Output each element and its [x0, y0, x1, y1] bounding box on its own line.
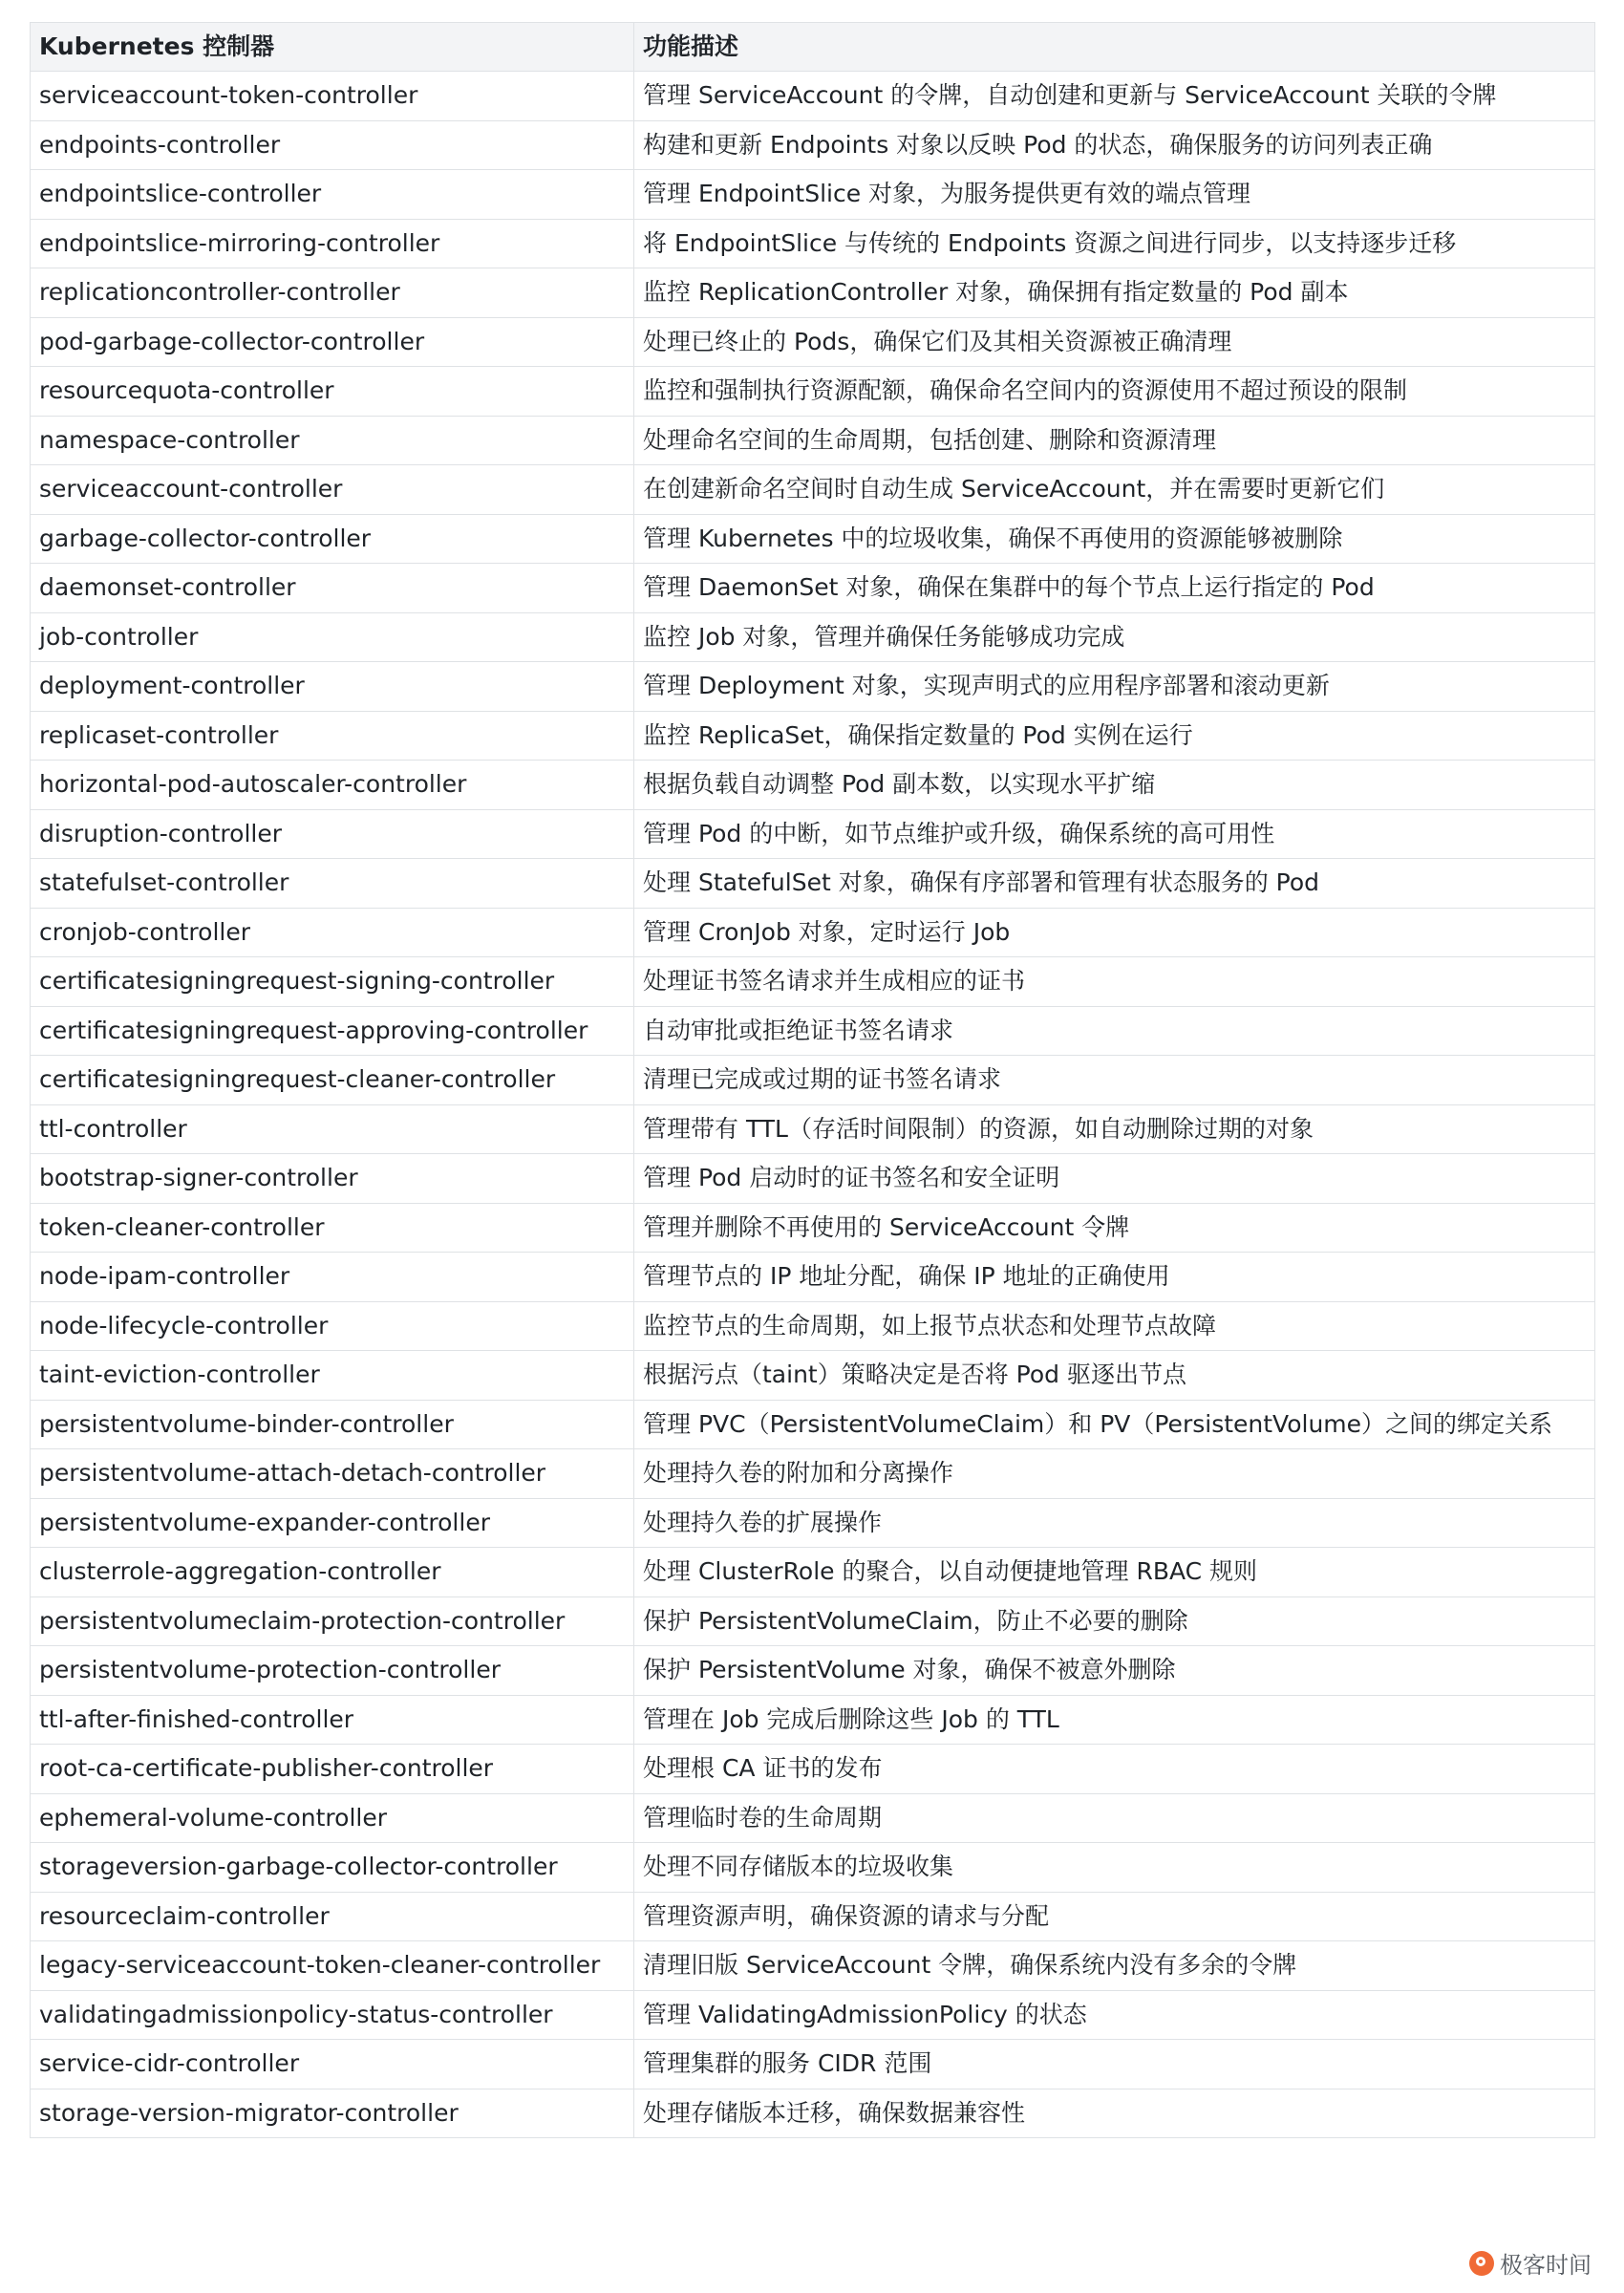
controller-name-cell: pod-garbage-collector-controller [31, 317, 634, 367]
controller-name-cell: node-lifecycle-controller [31, 1301, 634, 1351]
controller-name-cell: clusterrole-aggregation-controller [31, 1548, 634, 1597]
controller-name-cell: serviceaccount-controller [31, 465, 634, 515]
description-cell: 清理已完成或过期的证书签名请求 [634, 1056, 1595, 1105]
description-cell: 管理 Deployment 对象，实现声明式的应用程序部署和滚动更新 [634, 662, 1595, 712]
description-cell: 监控和强制执行资源配额，确保命名空间内的资源使用不超过预设的限制 [634, 367, 1595, 417]
table-row [31, 1695, 1595, 1745]
table-row [31, 1301, 1595, 1351]
description-cell: 管理 Pod 启动时的证书签名和安全证明 [634, 1154, 1595, 1204]
table-row [31, 1498, 1595, 1548]
table-row [31, 1843, 1595, 1893]
table-row [31, 2089, 1595, 2138]
table-row [31, 809, 1595, 859]
controller-name-cell: bootstrap-signer-controller [31, 1154, 634, 1204]
description-cell: 管理 DaemonSet 对象，确保在集群中的每个节点上运行指定的 Pod [634, 564, 1595, 613]
table-row [31, 465, 1595, 515]
controller-name-cell: replicaset-controller [31, 711, 634, 761]
description-cell: 处理 ClusterRole 的聚合，以自动便捷地管理 RBAC 规则 [634, 1548, 1595, 1597]
table-body [31, 72, 1595, 2138]
table-row [31, 219, 1595, 268]
table-row [31, 1400, 1595, 1449]
controller-name-cell: taint-eviction-controller [31, 1351, 634, 1401]
table-header-row [31, 23, 1595, 72]
controller-name-cell: node-ipam-controller [31, 1253, 634, 1302]
description-cell: 管理 PVC（PersistentVolumeClaim）和 PV（PersistentVolume）之间的绑定关系 [634, 1400, 1595, 1449]
controller-name-cell: validatingadmissionpolicy-status-controller [31, 1990, 634, 2040]
controllers-table-container [30, 22, 1594, 2138]
table-row [31, 711, 1595, 761]
table-row [31, 72, 1595, 121]
table-row [31, 564, 1595, 613]
description-cell: 处理持久卷的扩展操作 [634, 1498, 1595, 1548]
controller-name-cell: persistentvolume-expander-controller [31, 1498, 634, 1548]
table-row [31, 1006, 1595, 1056]
description-cell: 处理存储版本迁移，确保数据兼容性 [634, 2089, 1595, 2138]
description-cell: 监控 ReplicationController 对象，确保拥有指定数量的 Pod 副本 [634, 268, 1595, 318]
controller-name-cell: statefulset-controller [31, 859, 634, 909]
description-cell: 自动审批或拒绝证书签名请求 [634, 1006, 1595, 1056]
table-row [31, 662, 1595, 712]
watermark [1469, 2246, 1592, 2280]
description-cell: 管理 ServiceAccount 的令牌，自动创建和更新与 ServiceAccount 关联的令牌 [634, 72, 1595, 121]
description-cell: 管理带有 TTL（存活时间限制）的资源，如自动删除过期的对象 [634, 1104, 1595, 1154]
table-row [31, 957, 1595, 1007]
table-row [31, 1597, 1595, 1646]
controller-name-cell: replicationcontroller-controller [31, 268, 634, 318]
table-row [31, 514, 1595, 564]
controller-name-cell: cronjob-controller [31, 908, 634, 957]
controller-name-cell: namespace-controller [31, 416, 634, 465]
description-cell: 监控 Job 对象，管理并确保任务能够成功完成 [634, 612, 1595, 662]
controller-name-cell: serviceaccount-token-controller [31, 72, 634, 121]
controller-name-cell: resourceclaim-controller [31, 1892, 634, 1941]
controller-name-cell: persistentvolume-protection-controller [31, 1646, 634, 1696]
table-row [31, 1745, 1595, 1794]
description-cell: 根据污点（taint）策略决定是否将 Pod 驱逐出节点 [634, 1351, 1595, 1401]
description-cell: 监控 ReplicaSet，确保指定数量的 Pod 实例在运行 [634, 711, 1595, 761]
description-cell: 管理资源声明，确保资源的请求与分配 [634, 1892, 1595, 1941]
controller-name-cell: endpoints-controller [31, 120, 634, 170]
controller-name-cell: job-controller [31, 612, 634, 662]
table-row [31, 908, 1595, 957]
table-row [31, 268, 1595, 318]
table-row [31, 2040, 1595, 2089]
table-row [31, 416, 1595, 465]
table-row [31, 761, 1595, 810]
controller-name-cell: root-ca-certificate-publisher-controller [31, 1745, 634, 1794]
geektime-logo-icon [1469, 2251, 1494, 2276]
controller-name-cell: endpointslice-controller [31, 170, 634, 220]
table-row [31, 317, 1595, 367]
table-row [31, 1104, 1595, 1154]
table-row [31, 1793, 1595, 1843]
description-cell: 保护 PersistentVolume 对象，确保不被意外删除 [634, 1646, 1595, 1696]
description-cell: 管理临时卷的生命周期 [634, 1793, 1595, 1843]
description-cell: 监控节点的生命周期，如上报节点状态和处理节点故障 [634, 1301, 1595, 1351]
controller-name-cell: legacy-serviceaccount-token-cleaner-controller [31, 1941, 634, 1991]
controller-name-cell: ephemeral-volume-controller [31, 1793, 634, 1843]
header-description: 功能描述 [634, 23, 1595, 72]
description-cell: 处理已终止的 Pods，确保它们及其相关资源被正确清理 [634, 317, 1595, 367]
table-row [31, 120, 1595, 170]
description-cell: 清理旧版 ServiceAccount 令牌，确保系统内没有多余的令牌 [634, 1941, 1595, 1991]
description-cell: 管理在 Job 完成后删除这些 Job 的 TTL [634, 1695, 1595, 1745]
controller-name-cell: certificatesigningrequest-signing-controller [31, 957, 634, 1007]
description-cell: 处理证书签名请求并生成相应的证书 [634, 957, 1595, 1007]
description-cell: 处理持久卷的附加和分离操作 [634, 1449, 1595, 1499]
controller-name-cell: endpointslice-mirroring-controller [31, 219, 634, 268]
watermark-text: 极客时间 [1500, 2252, 1592, 2279]
description-cell: 处理不同存储版本的垃圾收集 [634, 1843, 1595, 1893]
table-row [31, 1449, 1595, 1499]
controller-name-cell: storageversion-garbage-collector-controller [31, 1843, 634, 1893]
table-row [31, 612, 1595, 662]
description-cell: 管理 CronJob 对象，定时运行 Job [634, 908, 1595, 957]
controller-name-cell: certificatesigningrequest-approving-controller [31, 1006, 634, 1056]
description-cell: 处理命名空间的生命周期，包括创建、删除和资源清理 [634, 416, 1595, 465]
table-row [31, 1990, 1595, 2040]
header-controller: Kubernetes 控制器 [31, 23, 634, 72]
description-cell: 管理集群的服务 CIDR 范围 [634, 2040, 1595, 2089]
controller-name-cell: persistentvolume-attach-detach-controller [31, 1449, 634, 1499]
table-row [31, 859, 1595, 909]
description-cell: 处理根 CA 证书的发布 [634, 1745, 1595, 1794]
controller-name-cell: disruption-controller [31, 809, 634, 859]
controller-name-cell: service-cidr-controller [31, 2040, 634, 2089]
description-cell: 管理节点的 IP 地址分配，确保 IP 地址的正确使用 [634, 1253, 1595, 1302]
table-row [31, 1203, 1595, 1253]
description-cell: 管理 ValidatingAdmissionPolicy 的状态 [634, 1990, 1595, 2040]
description-cell: 在创建新命名空间时自动生成 ServiceAccount，并在需要时更新它们 [634, 465, 1595, 515]
controller-name-cell: resourcequota-controller [31, 367, 634, 417]
controller-name-cell: ttl-after-finished-controller [31, 1695, 634, 1745]
description-cell: 将 EndpointSlice 与传统的 Endpoints 资源之间进行同步，以支持逐步迁移 [634, 219, 1595, 268]
controller-name-cell: horizontal-pod-autoscaler-controller [31, 761, 634, 810]
controller-name-cell: deployment-controller [31, 662, 634, 712]
controller-name-cell: certificatesigningrequest-cleaner-controller [31, 1056, 634, 1105]
table-row [31, 1646, 1595, 1696]
table-row [31, 1253, 1595, 1302]
table-row [31, 1154, 1595, 1204]
controller-name-cell: ttl-controller [31, 1104, 634, 1154]
table-row [31, 1351, 1595, 1401]
controller-name-cell: persistentvolume-binder-controller [31, 1400, 634, 1449]
table-row [31, 1548, 1595, 1597]
description-cell: 管理 EndpointSlice 对象，为服务提供更有效的端点管理 [634, 170, 1595, 220]
controller-name-cell: garbage-collector-controller [31, 514, 634, 564]
description-cell: 保护 PersistentVolumeClaim，防止不必要的删除 [634, 1597, 1595, 1646]
table-row [31, 1941, 1595, 1991]
table-row [31, 1056, 1595, 1105]
controllers-table [30, 22, 1595, 2138]
controller-name-cell: daemonset-controller [31, 564, 634, 613]
description-cell: 构建和更新 Endpoints 对象以反映 Pod 的状态，确保服务的访问列表正确 [634, 120, 1595, 170]
description-cell: 管理 Pod 的中断，如节点维护或升级，确保系统的高可用性 [634, 809, 1595, 859]
table-row [31, 367, 1595, 417]
controller-name-cell: storage-version-migrator-controller [31, 2089, 634, 2138]
description-cell: 根据负载自动调整 Pod 副本数，以实现水平扩缩 [634, 761, 1595, 810]
table-row [31, 1892, 1595, 1941]
description-cell: 管理 Kubernetes 中的垃圾收集，确保不再使用的资源能够被删除 [634, 514, 1595, 564]
description-cell: 管理并删除不再使用的 ServiceAccount 令牌 [634, 1203, 1595, 1253]
description-cell: 处理 StatefulSet 对象，确保有序部署和管理有状态服务的 Pod [634, 859, 1595, 909]
table-row [31, 170, 1595, 220]
controller-name-cell: persistentvolumeclaim-protection-controller [31, 1597, 634, 1646]
controller-name-cell: token-cleaner-controller [31, 1203, 634, 1253]
